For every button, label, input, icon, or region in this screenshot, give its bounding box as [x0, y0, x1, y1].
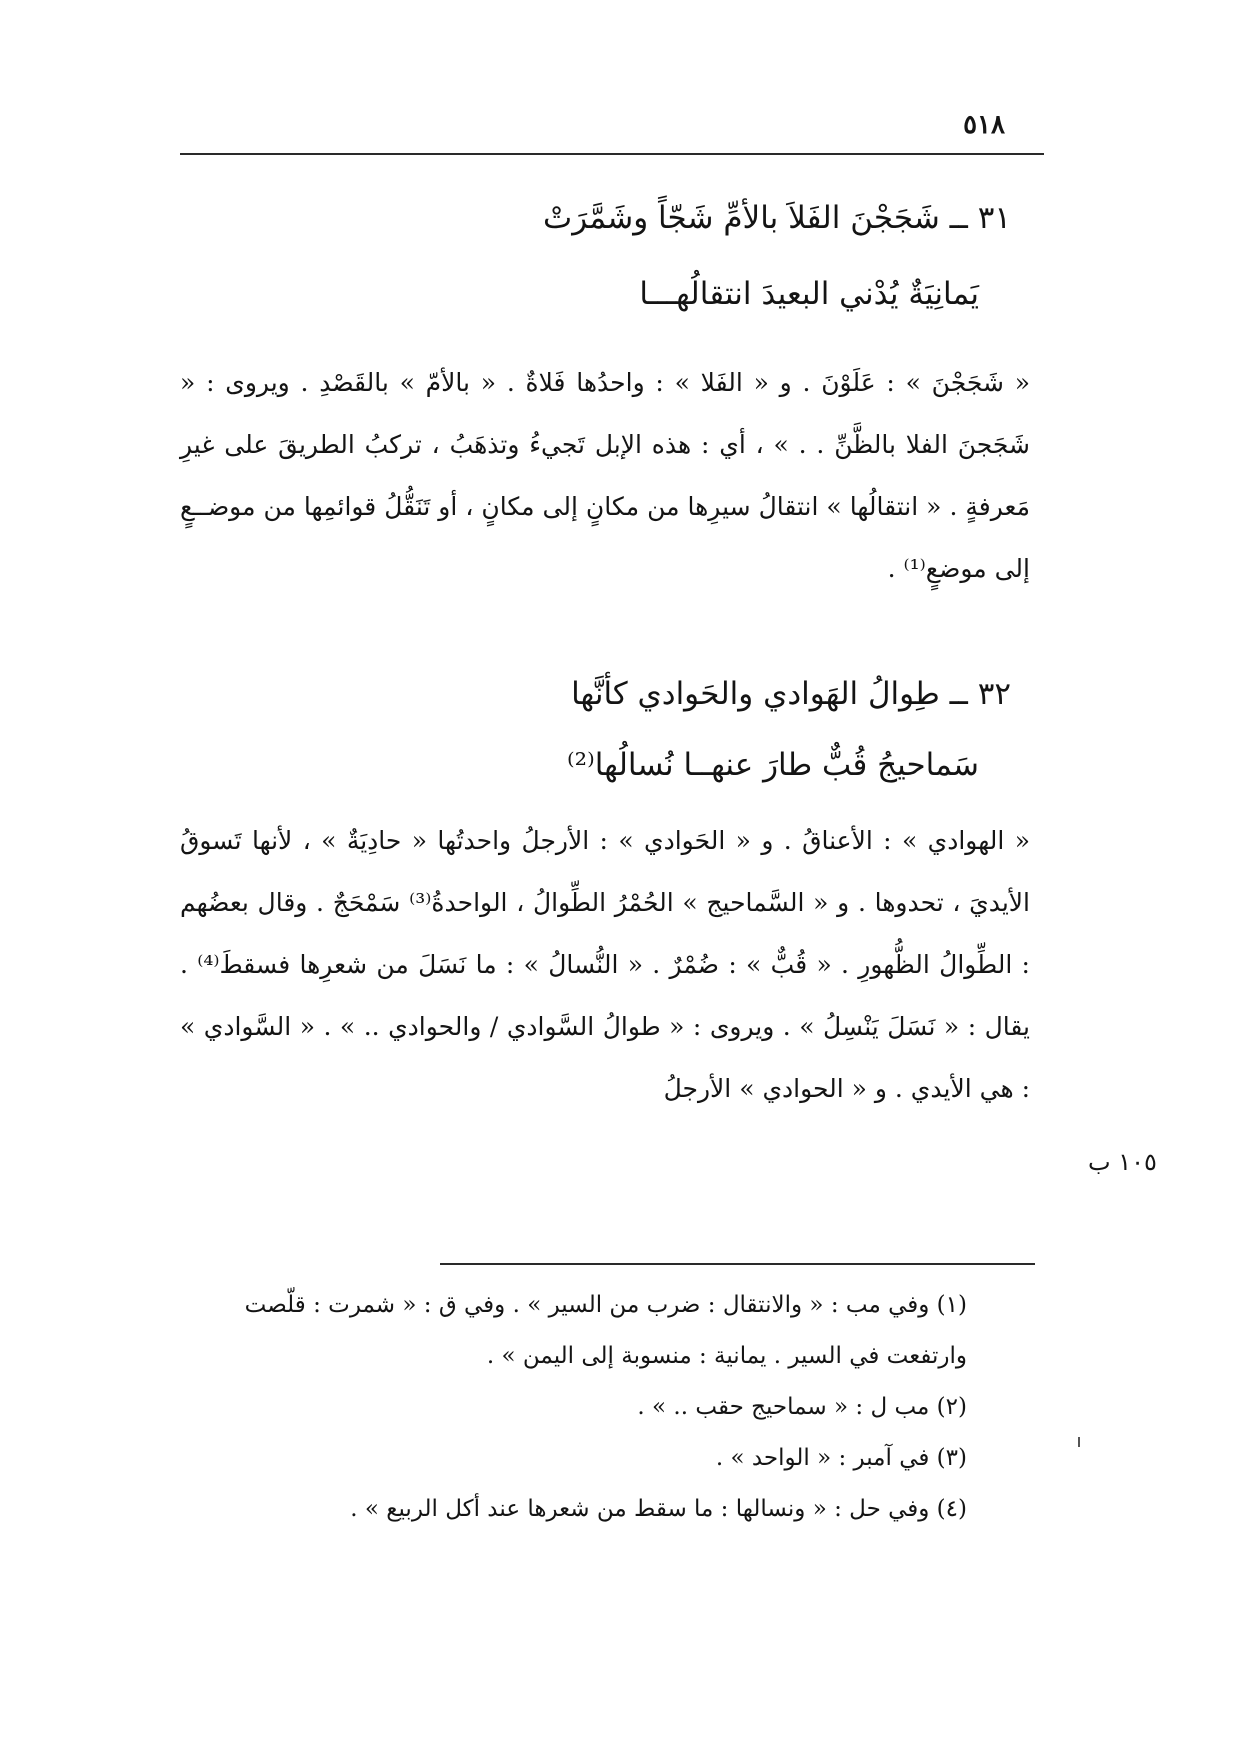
verse-31-line-2: يَمانِيَةٌ يُدْني البعيدَ انتقالُهـــا [639, 276, 979, 312]
manuscript-folio-note: ١٠٥ ب [1088, 1148, 1157, 1176]
footnotes [180, 1280, 1035, 1535]
page-number: ٥١٨ [963, 110, 1005, 140]
verse-32-line-1: ٣٢ ــ طِوالُ الهَوادي والحَوادي كأنَّها [571, 676, 1011, 712]
header-rule [180, 153, 1044, 155]
verse-31-line-1: ٣١ ــ شَجَجْنَ الفَلاَ بالأمِّ شَجّاً وشَمَّرَتْ [543, 200, 1011, 236]
footnote-3: (٣) في آمبر : « الواحد » . [715, 1445, 967, 1471]
verse-32-commentary: « الهوادي » : الأعناقُ . و « الحَوادي » : الأرجلُ واحدتُها « حادِيَةٌ » ، لأنها تَسوقُ الأيديَ ، تحدوها . و « السَّماحيج » الحُمْرُ الطِّوالُ ، الواحدةُ⁽³⁾ سَمْحَجٌ . وقال بعضُهم : الطِّوالُ الظُّهورِ . « قُبٌّ » : ضُمْرٌ . « النُّسالُ » : ما نَسَلَ من شعرِها فسقطَ⁽⁴⁾ . يقال : « نَسَلَ يَنْسِلُ » . ويروى : « طوالُ السَّوادي / والحوادي .. » . « السَّوادي » : هي الأيدي . و « الحوادي » الأرجلُ [180, 826, 1030, 1103]
verse-31-commentary: « شَجَجْنَ » : عَلَوْنَ . و « الفَلا » : واحدُها فَلاةٌ . « بالأمّ » بالقَصْدِ . ويروى : « شَجَجنَ الفلا بالظَّنِّ . . » ، أي : هذه الإبل تَجيءُ وتذهَبُ ، تركبُ الطريقَ على غيرِ مَعرفةٍ . « انتقالُها » انتقالُ سيرِها من مكانٍ إلى مكانٍ ، أو تَنَقُّلُ قوائمِها من موضــعٍ إلى موضعٍ⁽¹⁾ . [180, 368, 1030, 583]
footnote-4: (٤) وفي حل : « ونسالها : ما سقط من شعرها عند أكل الربيع » . [350, 1496, 967, 1522]
footnote-1: (١) وفي مب : « والانتقال : ضرب من السير » . وفي ق : « شمرت : قلّصت وارتفعت في السير . يمانية : منسوبة إلى اليمن » . [244, 1292, 967, 1369]
footnote-2: (٢) مب ل : « سماحيج حقب .. » . [637, 1394, 967, 1420]
scan-mark [1078, 1437, 1080, 1447]
verse-32-line-2: سَماحيجُ قُبٌّ طارَ عنهــا نُسالُها⁽²⁾ [567, 747, 979, 783]
footnote-rule [440, 1263, 1035, 1265]
